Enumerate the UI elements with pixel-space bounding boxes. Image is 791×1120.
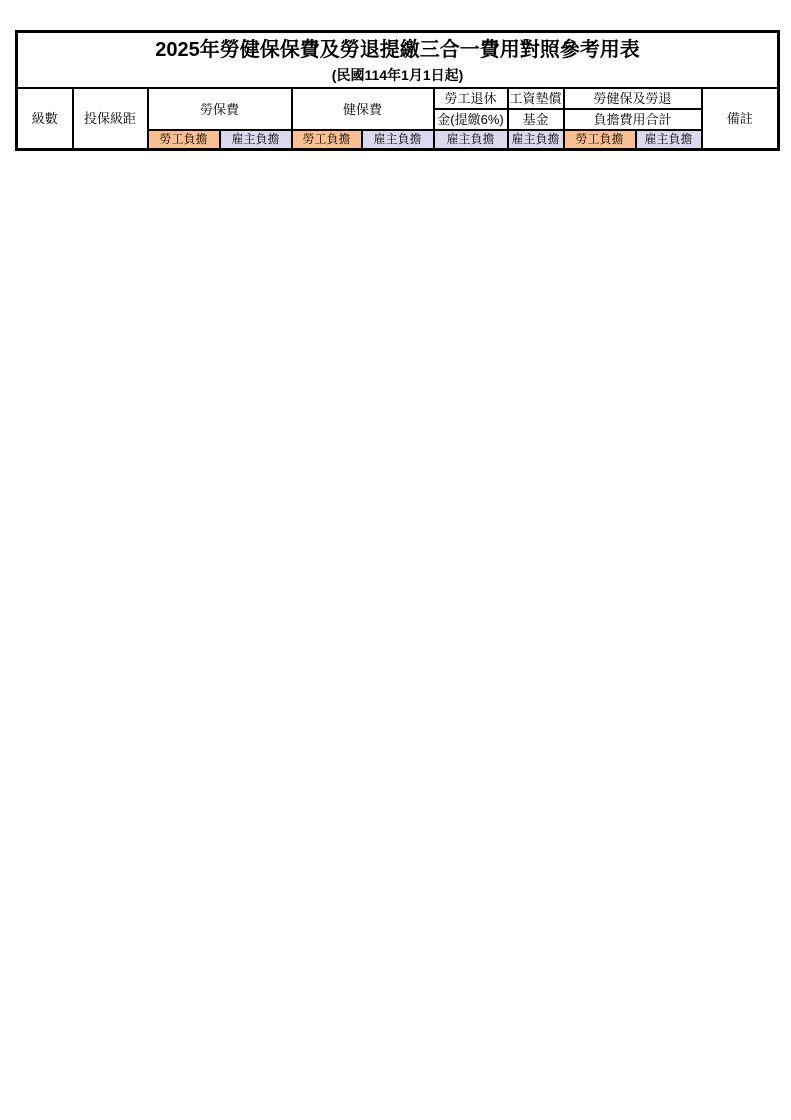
subheader-fund-employer: 雇主負擔	[508, 130, 564, 150]
subheader-health-employer: 雇主負擔	[362, 130, 434, 150]
page-subtitle: (民國114年1月1日起)	[331, 67, 464, 83]
col-header-health-insurance: 健保費	[292, 88, 434, 130]
col-header-total-line2: 負擔費用合計	[564, 109, 702, 130]
header-row-1	[17, 88, 779, 109]
col-header-labor-insurance: 勞保費	[148, 88, 292, 130]
subheader-labor-employer: 雇主負擔	[220, 130, 292, 150]
col-header-note: 備註	[702, 88, 779, 150]
reference-sheet	[15, 30, 780, 151]
title-block	[17, 32, 779, 89]
col-header-level: 級數	[17, 88, 73, 150]
col-header-bracket: 投保級距	[73, 88, 148, 150]
subheader-labor-worker: 勞工負擔	[148, 130, 220, 150]
subheader-health-worker: 勞工負擔	[292, 130, 362, 150]
col-header-pension-line1: 勞工退休	[434, 88, 508, 109]
subheader-total-worker: 勞工負擔	[564, 130, 636, 150]
col-header-wage-fund-line2: 基金	[508, 109, 564, 130]
col-header-pension-line2: 金(提繳6%)	[434, 109, 508, 130]
col-header-wage-fund-line1: 工資墊償	[508, 88, 564, 109]
title-row	[17, 32, 779, 89]
fee-table	[15, 30, 780, 151]
subheader-total-employer: 雇主負擔	[636, 130, 702, 150]
page-title: 2025年勞健保保費及勞退提繳三合一費用對照參考用表	[155, 39, 640, 61]
subheader-pension-employer: 雇主負擔	[434, 130, 508, 150]
col-header-total-line1: 勞健保及勞退	[564, 88, 702, 109]
